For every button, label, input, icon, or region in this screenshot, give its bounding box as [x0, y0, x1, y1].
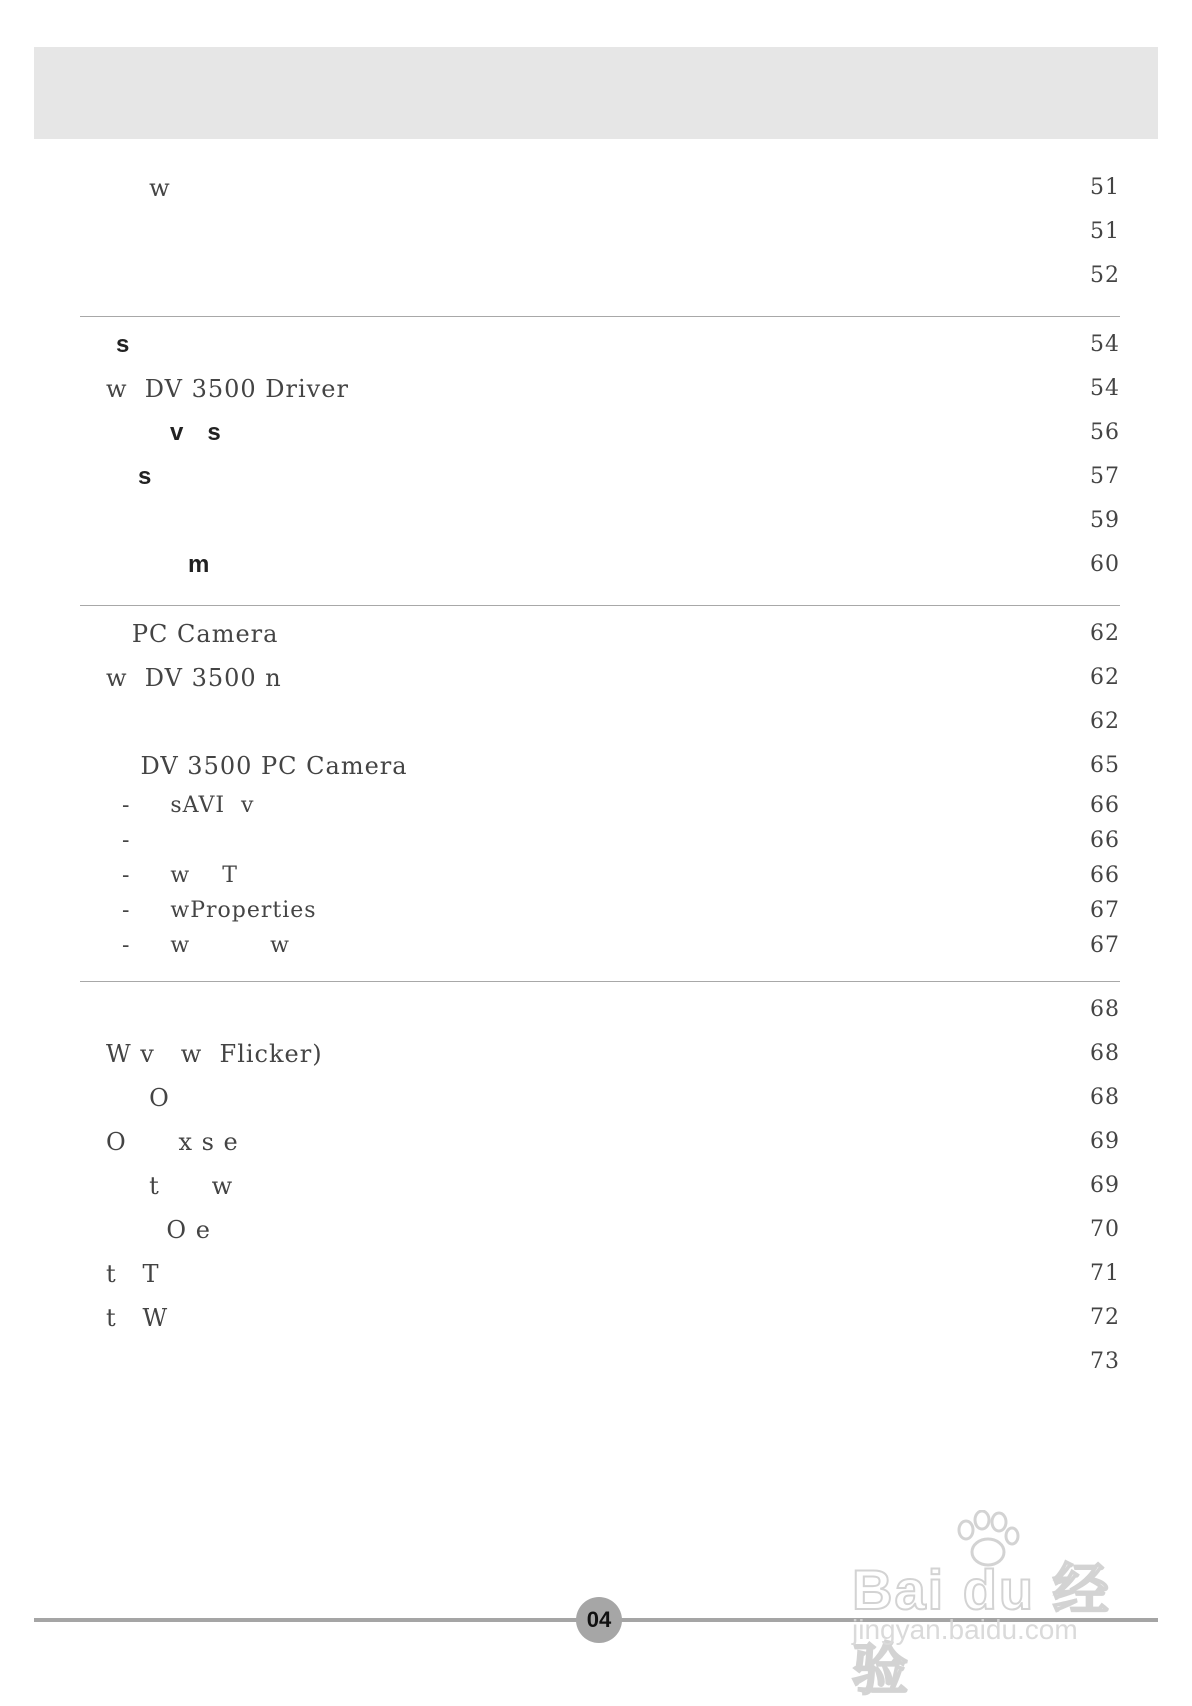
toc-entry[interactable] [80, 1076, 1120, 1120]
toc-entry-title: DV 3500 PC Camera [106, 752, 408, 780]
toc-entry[interactable] [80, 210, 1120, 254]
toc-entry-page-number: 60 [1090, 552, 1120, 577]
toc-entry[interactable] [80, 1164, 1120, 1208]
toc-entry-title: t W [106, 1304, 169, 1332]
toc-entry-title: v s [170, 419, 222, 446]
toc-entry-page-number: 54 [1090, 332, 1120, 357]
toc-entry[interactable] [80, 1252, 1120, 1296]
toc-entry-title: w [106, 174, 171, 202]
toc-entry-title: PC Camera [106, 620, 279, 648]
toc-entry[interactable] [80, 1120, 1120, 1164]
toc-entry[interactable] [80, 1208, 1120, 1252]
toc-entry-page-number: 66 [1090, 828, 1120, 853]
toc-entry[interactable] [80, 823, 1120, 858]
toc-entry-page-number: 52 [1090, 263, 1120, 288]
toc-entry-title: w DV 3500 n [106, 664, 282, 692]
toc-entry-page-number: 68 [1090, 1041, 1120, 1066]
toc-entry[interactable] [80, 893, 1120, 928]
toc-section [80, 160, 1120, 317]
header-band [34, 47, 1158, 139]
toc-entry-title: s [116, 331, 131, 358]
toc-entry-title: - w T [106, 863, 238, 888]
toc-entry-title: O e [106, 1216, 211, 1244]
toc-entry-page-number: 59 [1090, 508, 1120, 533]
toc-entry[interactable] [80, 411, 1120, 455]
toc-entry-title: w DV 3500 Driver [106, 375, 349, 403]
toc-entry-page-number: 56 [1090, 420, 1120, 445]
toc-entry-title: - wProperties [106, 898, 317, 923]
toc-section [80, 982, 1120, 1402]
toc-entry-title: - [106, 828, 131, 853]
toc-entry[interactable] [80, 543, 1120, 587]
toc-entry-page-number: 62 [1090, 709, 1120, 734]
toc-entry[interactable] [80, 1340, 1120, 1384]
toc-entry[interactable] [80, 988, 1120, 1032]
toc-entry-title: W v w Flicker) [106, 1040, 323, 1068]
toc-entry[interactable] [80, 612, 1120, 656]
toc-entry-page-number: 62 [1090, 665, 1120, 690]
toc-entry[interactable] [80, 788, 1120, 823]
page-number-badge: 04 [576, 1597, 622, 1643]
toc-entry-page-number: 69 [1090, 1173, 1120, 1198]
toc-entry-page-number: 68 [1090, 1085, 1120, 1110]
toc-entry-page-number: 65 [1090, 753, 1120, 778]
toc-entry[interactable] [80, 166, 1120, 210]
toc-entry[interactable] [80, 1296, 1120, 1340]
toc-entry[interactable] [80, 656, 1120, 700]
toc-entry[interactable] [80, 1032, 1120, 1076]
toc-entry-page-number: 68 [1090, 997, 1120, 1022]
toc-entry-page-number: 70 [1090, 1217, 1120, 1242]
toc-entry[interactable] [80, 254, 1120, 298]
toc-entry-title: - w w [106, 933, 290, 958]
toc-entry-page-number: 67 [1090, 933, 1120, 958]
table-of-contents [80, 160, 1120, 1402]
toc-entry-page-number: 66 [1090, 863, 1120, 888]
toc-entry[interactable] [80, 367, 1120, 411]
watermark-brand: Bai du 经验 [852, 1558, 1111, 1701]
toc-entry-page-number: 67 [1090, 898, 1120, 923]
toc-entry-title: O [106, 1084, 170, 1112]
toc-entry-page-number: 54 [1090, 376, 1120, 401]
toc-entry-page-number: 51 [1090, 175, 1120, 200]
toc-entry-title: O x s e [106, 1128, 239, 1156]
toc-entry[interactable] [80, 323, 1120, 367]
toc-entry-page-number: 57 [1090, 464, 1120, 489]
toc-section [80, 317, 1120, 606]
toc-entry[interactable] [80, 700, 1120, 744]
toc-entry[interactable] [80, 744, 1120, 788]
toc-entry-title: t w [106, 1172, 234, 1200]
toc-entry-title: s [138, 463, 153, 490]
toc-entry[interactable] [80, 455, 1120, 499]
watermark-url: jingyan.baidu.com [852, 1614, 1078, 1645]
baidu-watermark [852, 1510, 1132, 1701]
toc-entry-page-number: 69 [1090, 1129, 1120, 1154]
toc-entry-page-number: 72 [1090, 1305, 1120, 1330]
toc-entry[interactable] [80, 928, 1120, 963]
toc-entry[interactable] [80, 499, 1120, 543]
toc-entry-title: t T [106, 1260, 160, 1288]
toc-entry-page-number: 51 [1090, 219, 1120, 244]
toc-entry-page-number: 71 [1090, 1261, 1120, 1286]
toc-entry-page-number: 73 [1090, 1349, 1120, 1374]
toc-entry-page-number: 66 [1090, 793, 1120, 818]
toc-entry-title: - sAVI v [106, 793, 255, 818]
toc-entry-title: m [188, 551, 211, 578]
toc-section [80, 606, 1120, 982]
toc-entry[interactable] [80, 858, 1120, 893]
toc-entry-page-number: 62 [1090, 621, 1120, 646]
